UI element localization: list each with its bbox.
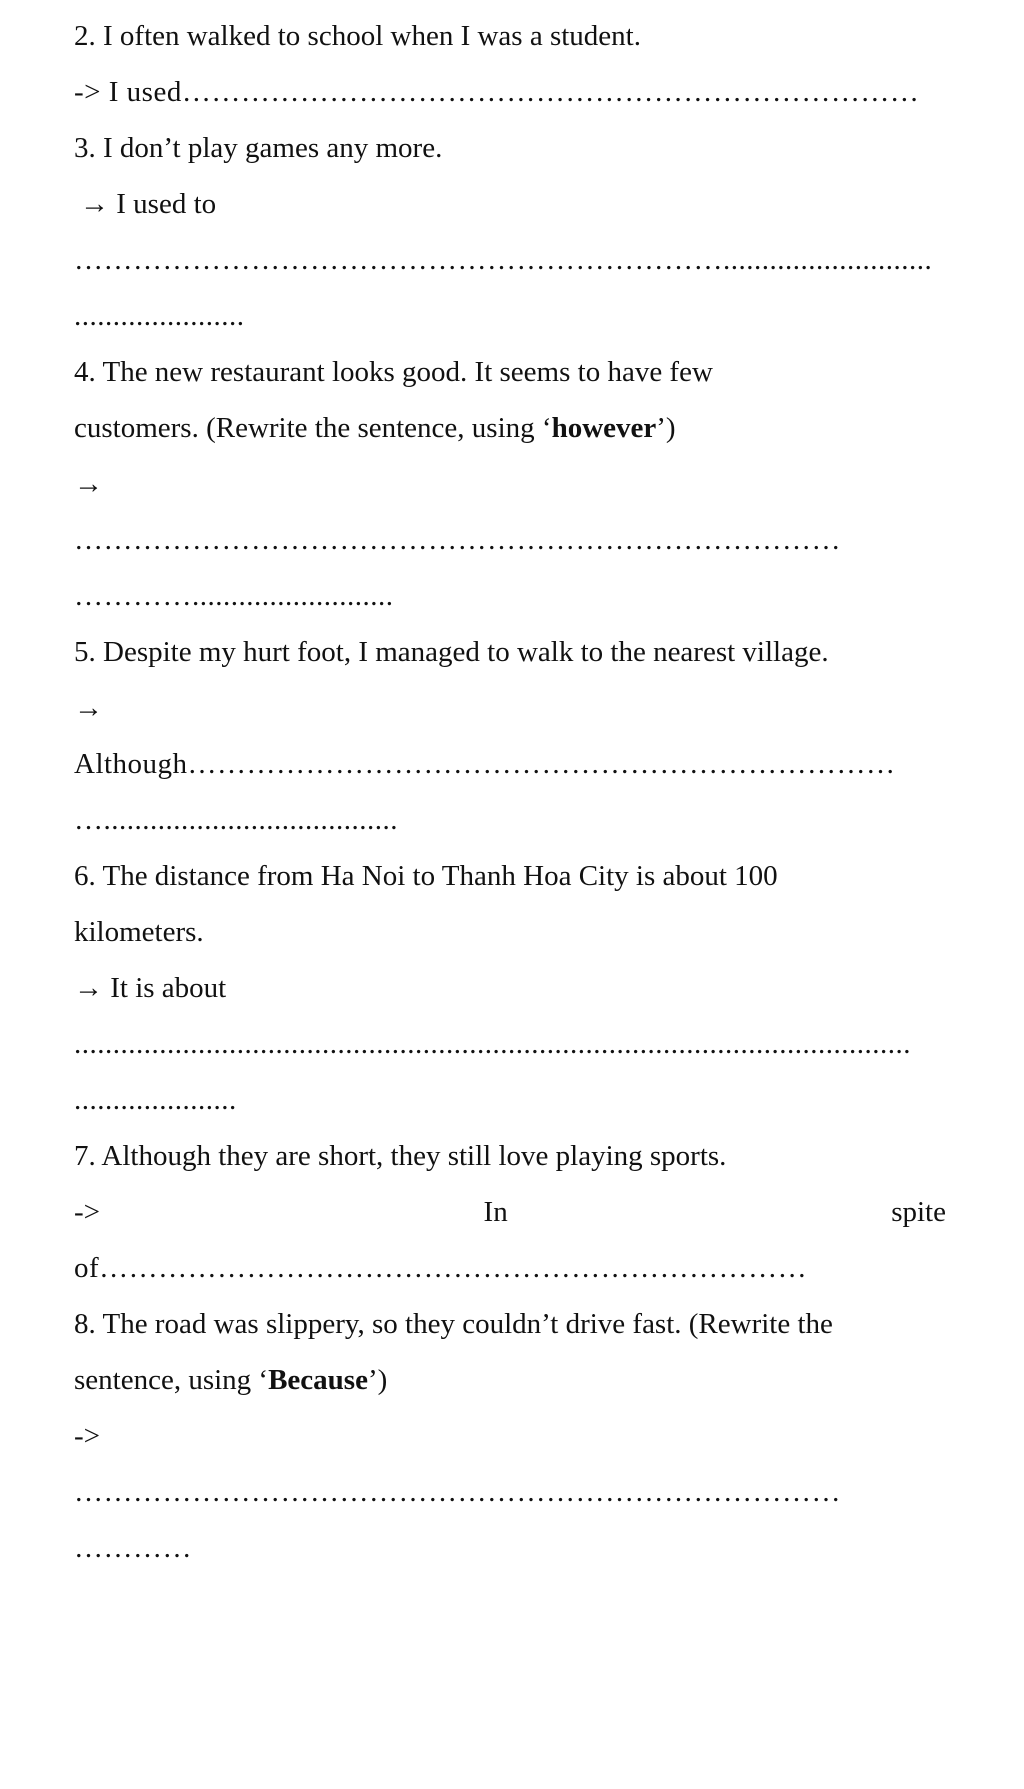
q6-prompt-line-2: kilometers. (74, 916, 204, 948)
q6-answer-dots-1: ............................................................................................................ (74, 1028, 911, 1060)
q8-keyword: Because (268, 1364, 368, 1396)
q4-prompt-line-2 (74, 410, 676, 446)
q8-prompt-close: ’) (367, 1364, 388, 1396)
q2-prompt: 2. I often walked to school when I was a student. (74, 20, 641, 52)
q8-arrow: -> (74, 1420, 101, 1452)
q5-answer-dots-2: …...................................... (74, 804, 398, 836)
q7-arrow: -> (74, 1196, 101, 1228)
q7-answer-line: of……………………………………………………………… (74, 1252, 808, 1284)
q4-prompt-close: ’) (656, 412, 676, 444)
q6-answer-start: → It is about (74, 972, 227, 1004)
q8-prompt-line-2 (74, 1362, 387, 1398)
q4-keyword: however (551, 412, 657, 444)
q4-prompt-text: customers. (Rewrite the sentence, using ‘ (74, 412, 552, 444)
q8-answer-dots-1: …………………………………………………………………… (74, 1476, 841, 1508)
q6-answer-dots-2: ..................... (74, 1084, 237, 1116)
q7-prompt: 7. Although they are short, they still love playing sports. (74, 1140, 727, 1172)
q3-answer-dots-2: ...................... (74, 300, 245, 332)
q4-answer-dots-1: …………………………………………………………………… (74, 524, 841, 556)
q5-arrow: → (74, 692, 103, 724)
q3-answer-start: → I used to (80, 188, 217, 220)
q5-answer-line: Although……………………………………………………………… (74, 748, 896, 780)
q7-word-spite: spite (891, 1196, 946, 1228)
q8-answer-dots-2: ………… (74, 1532, 192, 1564)
q3-answer-dots-1: …………………………………………………………........................... (74, 244, 933, 276)
q6-prompt-line-1: 6. The distance from Ha Noi to Thanh Hoa City is about 100 (74, 860, 778, 892)
q2-answer-line: -> I used………………………………………………………………… (74, 76, 920, 108)
q7-word-in: In (483, 1196, 508, 1228)
q4-arrow: → (74, 468, 103, 500)
q4-prompt-line-1: 4. The new restaurant looks good. It seems to have few (74, 356, 713, 388)
q5-prompt: 5. Despite my hurt foot, I managed to walk to the nearest village. (74, 636, 829, 668)
q8-prompt-text: sentence, using ‘ (74, 1364, 269, 1396)
q3-prompt: 3. I don’t play games any more. (74, 132, 443, 164)
q4-answer-dots-2: ………….......................... (74, 580, 394, 612)
q7-answer-row (74, 1194, 946, 1230)
q8-prompt-line-1: 8. The road was slippery, so they couldn’t drive fast. (Rewrite the (74, 1308, 833, 1340)
